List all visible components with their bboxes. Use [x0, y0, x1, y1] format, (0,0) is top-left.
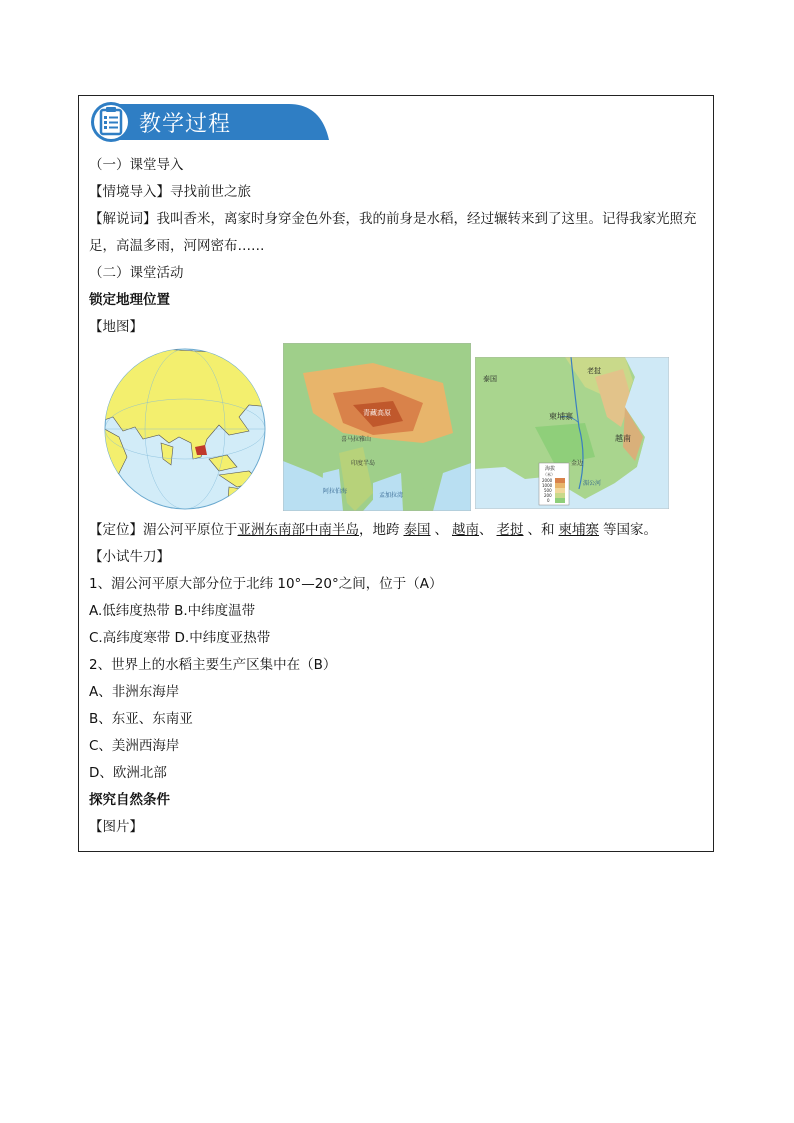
question-1: 1、湄公河平原大部分位于北纬 10°—20°之间，位于（A）	[89, 576, 443, 592]
country-cambodia: 柬埔寨	[558, 522, 599, 538]
explore-heading: 探究自然条件	[89, 792, 170, 808]
country-thailand: 泰国	[403, 522, 431, 538]
asia-relief-map	[283, 343, 471, 511]
legend-value-4: 0	[547, 498, 550, 503]
question-2-option-d: D、欧洲北部	[89, 765, 167, 781]
legend-title: 海拔	[545, 466, 556, 472]
map-figures	[89, 343, 705, 515]
country-laos: 老挝	[496, 522, 524, 538]
asia-globe-map	[99, 347, 271, 511]
quiz-tag: 【小试牛刀】	[89, 549, 170, 565]
section-banner	[89, 100, 329, 142]
position-mid: ，地跨	[359, 522, 400, 538]
question-1-options-cd: C.高纬度寒带 D.中纬度亚热带	[89, 630, 271, 646]
mekong-relief-map	[475, 357, 669, 509]
position-line	[89, 517, 705, 544]
legend-unit: （米）	[543, 472, 555, 477]
question-2: 2、世界上的水稻主要生产区集中在（B）	[89, 657, 337, 673]
narration-text: 我叫香米，离家时身穿金色外套，我的前身是水稻，经过辗转来到了这里。记得我家光照充足，高温多雨，河网密布……	[89, 211, 697, 254]
relief-label-bay-of-bengal: 孟加拉湾	[379, 492, 404, 499]
sep-3: 、和	[527, 522, 555, 538]
intro-heading: （一）课堂导入	[89, 157, 184, 173]
activity-heading: （二）课堂活动	[89, 265, 184, 281]
scenario-tag: 【情境导入】	[89, 184, 170, 200]
question-2-option-a: A、非洲东海岸	[89, 684, 180, 700]
picture-tag: 【图片】	[89, 819, 143, 835]
relief-label-india: 印度半岛	[351, 460, 376, 467]
sep-1: 、	[434, 522, 448, 538]
lesson-content	[89, 152, 705, 841]
elevation-legend	[539, 463, 569, 505]
teaching-process-box	[78, 95, 714, 852]
scenario-text: 寻找前世之旅	[170, 184, 251, 200]
position-tag: 【定位】	[89, 522, 143, 538]
relief-label-arabian-sea: 阿拉伯海	[323, 488, 348, 495]
position-end: 等国家。	[603, 522, 657, 538]
banner-title: 教学过程	[139, 112, 232, 137]
legend-value-2: 500	[544, 488, 552, 493]
mekong-label-laos: 老挝	[587, 367, 601, 375]
position-pre: 湄公河平原位于	[143, 522, 238, 538]
narration-tag: 【解说词】	[89, 211, 157, 227]
question-1-options-ab: A.低纬度热带 B.中纬度温带	[89, 603, 256, 619]
legend-value-1: 1000	[542, 483, 553, 488]
sep-2: 、	[479, 522, 493, 538]
legend-value-0: 2000	[542, 478, 553, 483]
mekong-label-thailand: 泰国	[483, 375, 497, 383]
narration-paragraph	[89, 206, 705, 260]
mekong-label-phnom-penh: 金边	[571, 460, 584, 467]
mekong-label-vietnam: 越南	[615, 434, 631, 443]
map-tag: 【地图】	[89, 319, 143, 335]
locate-heading: 锁定地理位置	[89, 292, 170, 308]
scenario-line	[89, 179, 705, 206]
question-2-option-b: B、东亚、东南亚	[89, 711, 193, 727]
mekong-label-cambodia: 柬埔寨	[549, 412, 573, 421]
relief-label-himalaya: 喜马拉雅山	[341, 436, 372, 443]
position-region: 亚洲东南部中南半岛	[237, 522, 359, 538]
legend-value-3: 200	[544, 493, 552, 498]
question-2-option-c: C、美洲西海岸	[89, 738, 180, 754]
relief-label-plateau: 青藏高原	[363, 409, 391, 417]
mekong-label-river: 湄公河	[583, 480, 602, 487]
country-vietnam: 越南	[452, 522, 479, 538]
